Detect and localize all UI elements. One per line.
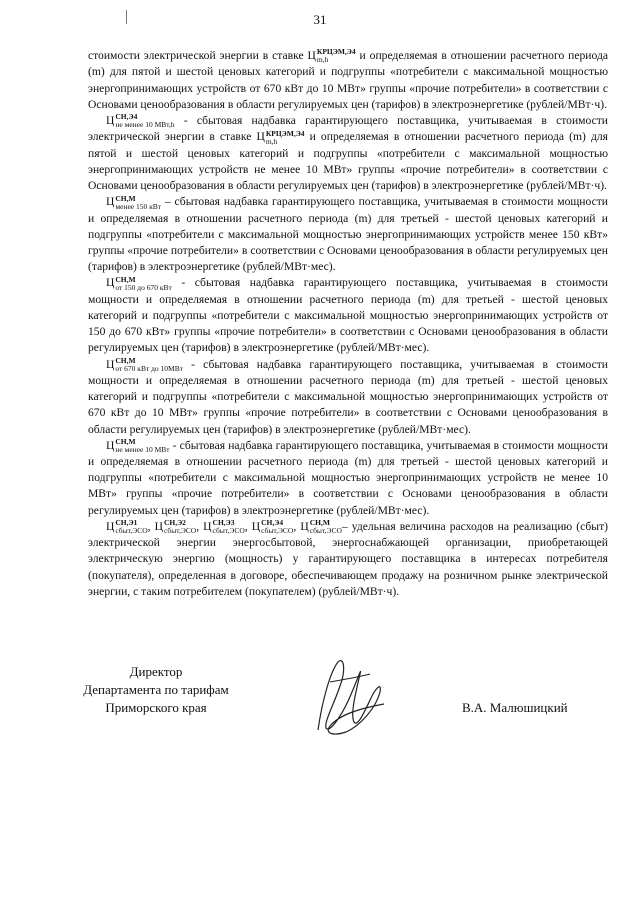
signer-name: В.А. Малюшицкий — [462, 700, 568, 715]
defined-symbol: Ц СН,М от 670 кВт до 10МВт — [106, 355, 183, 373]
paragraph: Ц СН,М от 150 до 670 кВт - сбытовая надбавка гарантирующего поставщика, учитываемая в стоимости мощности и определяемая в отношении расчетного периода (m) для третьей - шестой ценовых категорий и подгруппы «потребители с максимальной мощностью энергопринимающих устройств от 150 до 670 кВт» группы «прочие потребители» в соответствии с Основами ценообразования в области регулируемых цен (тарифов) в электроэнергетике (рублей/МВт·мес). — [88, 274, 608, 355]
defined-symbol: Ц СН,М от 150 до 670 кВт — [106, 274, 172, 292]
sales-cost-symbol: Ц СН,Э1 сбыт,ЭСО — [106, 518, 148, 536]
paragraph: стоимости электрической энергии в ставке Ц КРЦЭМ,Э4 m,h и определяемая в отношении расчетного периода (m) для пятой и шестой ценовых категорий и подгруппы «потребители с максимальной мощностью энергопринимающих устройств от 670 кВт до 10 МВт» группы «прочие потребители» в соответствии с Основами ценообразования в области регулируемых цен (тарифов) в электроэнергетике (рублей/МВт·ч). — [88, 47, 609, 111]
sales-cost-symbol: Ц СН,Э2 сбыт,ЭСО — [154, 518, 197, 536]
defined-symbol: Ц СН,М менее 150 кВт — [106, 193, 162, 211]
signer-department: Департамента по тарифам — [83, 682, 229, 697]
signature-block — [56, 663, 256, 717]
sales-cost-symbol: Ц СН,М сбыт,ЭСО — [300, 518, 342, 536]
paragraph: Ц СН,М от 670 кВт до 10МВт - сбытовая надбавка гарантирующего поставщика, учитываемая в стоимости мощности и определяемая в отношении расчетного периода (m) для третьей - шестой ценовых категорий и подгруппы «потребители с максимальной мощностью энергопринимающих устройств от 670 кВт до 10 МВт» группы «прочие потребители» в соответствии с Основами ценообразования в области регулируемых цен (тарифов) в электроэнергетике (рублей/МВт·мес). — [88, 355, 608, 436]
page-number: 31 — [313, 12, 327, 27]
signer-position: Директор — [129, 664, 183, 679]
paragraph: Ц СН,Э4 не менее 10 МВт,h - сбытовая надбавка гарантирующего поставщика, учитываемая в стоимости электрической энергии в ставке Ц КРЦЭМ,Э4 m,h и определяемая в отношении расчетного периода (m) для пятой и шестой ценовых категорий и подгруппы «потребители с максимальной мощностью энергопринимающих устройств не менее 10 МВт» группы «прочие потребители» в соответствии с Основами ценообразования в области регулируемых цен (тарифов) в электроэнергетике (рублей/МВт·ч). — [88, 112, 608, 193]
defined-symbol: Ц СН,М не менее 10 МВт — [106, 437, 170, 455]
rate-symbol: КРЦЭМ,Э4 m,h — [265, 128, 305, 146]
sales-cost-symbol: Ц СН,Э4 сбыт,ЭСО — [251, 518, 294, 536]
signer-region: Приморского края — [105, 700, 207, 715]
document-body — [88, 48, 608, 600]
scan-artifact — [126, 10, 127, 24]
defined-symbol: Ц СН,Э4 не менее 10 МВт,h — [106, 112, 175, 130]
paragraph: Ц СН,М не менее 10 МВт - сбытовая надбавка гарантирующего поставщика, учитываемая в стоимости мощности и определяемая в отношении расчетного периода (m) для третьей - шестой ценовых категорий и подгруппы «потребители с максимальной мощностью энергопринимающих устройств не менее 10 МВт» группы «прочие потребители» в соответствии с Основами ценообразования в области регулируемых цен (тарифов) в электроэнергетике (рублей/МВт·мес). — [88, 437, 608, 517]
handwritten-signature — [300, 652, 390, 742]
paragraph-sales-costs: Ц СН,Э1 сбыт,ЭСО , Ц СН,Э2 сбыт,ЭСО , Ц СН,Э3 сбыт,ЭСО , Ц СН,Э4 сбыт,ЭСО , Ц СН,М сбыт,ЭСО – удельная величина расходов на реализацию (сбыт) электрической энергии энергосбытовой, энергоснабжающей организации, приобретающей электрическую энергию (мощность) у гарантирующего поставщика в интересах потребителя (покупателя), определенная в договоре, обеспечивающем продажу на розничном рынке электрической энергии, с таким потребителем (покупателем) (рублей/МВт·ч). — [88, 518, 609, 598]
rate-symbol: КРЦЭМ,Э4 m,h — [316, 47, 356, 65]
sales-cost-symbol: Ц СН,Э3 сбыт,ЭСО — [203, 518, 245, 536]
paragraph: Ц СН,М менее 150 кВт – сбытовая надбавка гарантирующего поставщика, учитываемая в стоимости мощности и определяемая в отношении расчетного периода (m) для третьей - шестой ценовых категорий и подгруппы «потребители с максимальной мощностью энергопринимающих устройств менее 150 кВт» группы «прочие потребители» в соответствии с Основами ценообразования в области регулируемых цен (тарифов) в электроэнергетике (рублей/МВт·мес). — [88, 193, 608, 274]
